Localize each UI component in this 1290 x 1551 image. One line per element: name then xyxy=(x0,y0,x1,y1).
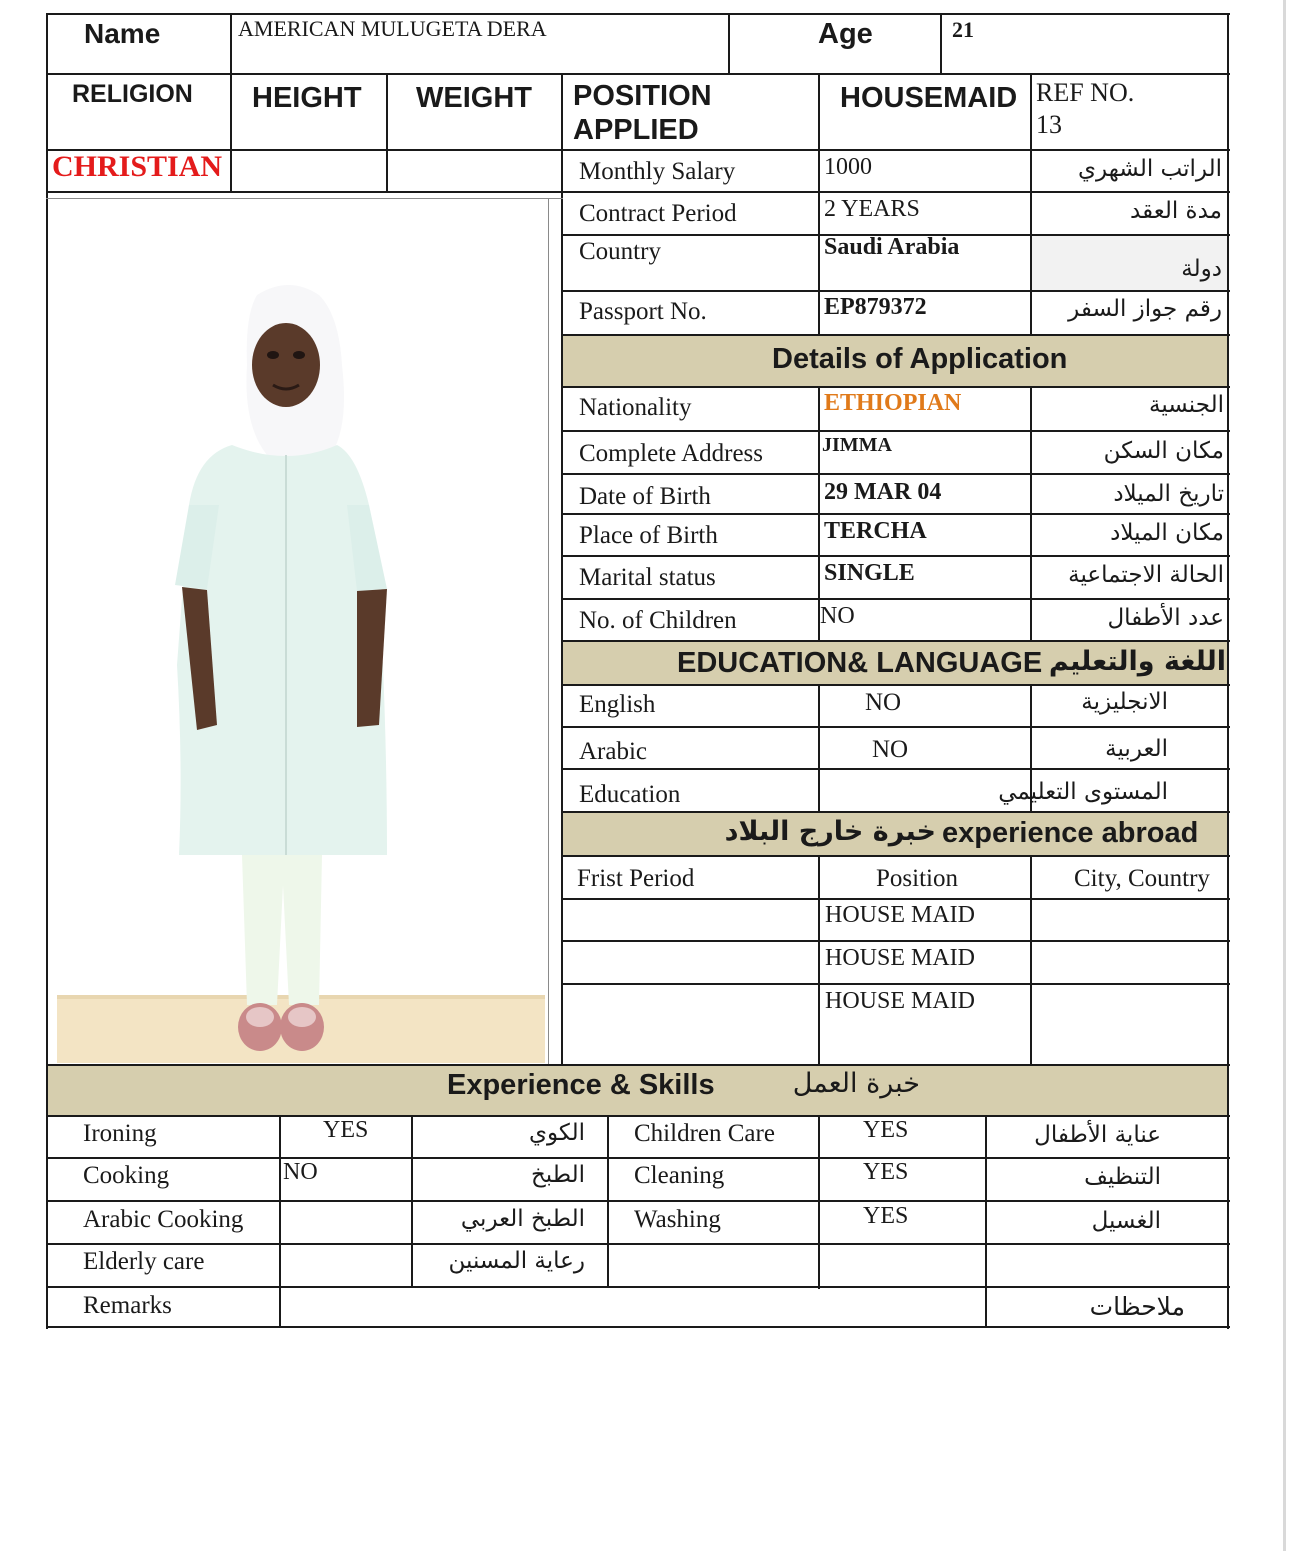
education-title-ar: اللغة والتعليم xyxy=(1048,646,1226,677)
name-label: Name xyxy=(84,18,161,49)
skill-left-label: Elderly care xyxy=(83,1248,205,1275)
abroad-title: experience abroad xyxy=(942,817,1199,849)
skill-left-value: YES xyxy=(323,1117,369,1143)
details-value: TERCHA xyxy=(824,518,927,544)
education-value: NO xyxy=(872,736,909,763)
contract-value: Saudi Arabia xyxy=(824,234,960,260)
details-label: Complete Address xyxy=(579,440,764,467)
contract-arabic: رقم جواز السفر xyxy=(1068,296,1222,322)
contract-label: Passport No. xyxy=(579,298,707,325)
details-label: Place of Birth xyxy=(579,522,718,549)
remarks-ar: ملاحظات xyxy=(1089,1292,1185,1321)
skill-left-arabic: رعاية المسنين xyxy=(448,1248,585,1274)
details-label: No. of Children xyxy=(579,607,737,634)
details-value: NO xyxy=(820,603,855,629)
height-label: HEIGHT xyxy=(252,82,362,114)
abroad-position: HOUSE MAID xyxy=(825,902,975,928)
skill-left-arabic: الطبخ xyxy=(530,1162,585,1188)
education-value: NO xyxy=(865,689,902,716)
skill-left-value: NO xyxy=(283,1159,318,1185)
religion-value: CHRISTIAN xyxy=(52,150,223,183)
age-label: Age xyxy=(818,18,873,50)
abroad-header-position: Position xyxy=(876,865,958,892)
details-value: ETHIOPIAN xyxy=(824,390,962,416)
education-title: EDUCATION& LANGUAGE xyxy=(677,647,1043,679)
details-label: Nationality xyxy=(579,394,692,421)
details-arabic: مكان السكن xyxy=(1103,438,1224,464)
details-arabic: عدد الأطفال xyxy=(1107,605,1224,631)
details-arabic: تاريخ الميلاد xyxy=(1113,481,1224,507)
age-value: 21 xyxy=(952,17,974,42)
contract-arabic: مدة العقد xyxy=(1130,198,1222,224)
skills-title-ar: خبرة العمل xyxy=(792,1068,920,1099)
skill-right-label: Cleaning xyxy=(634,1162,725,1189)
contract-label: Country xyxy=(579,238,661,265)
skills-title: Experience & Skills xyxy=(447,1069,715,1101)
religion-label: RELIGION xyxy=(72,80,193,108)
remarks-label: Remarks xyxy=(83,1292,172,1319)
abroad-position: HOUSE MAID xyxy=(825,945,975,971)
details-value: 29 MAR 04 xyxy=(824,479,942,505)
applicant-photo xyxy=(57,205,545,1063)
skill-right-label: Children Care xyxy=(634,1120,775,1147)
position-label-2: APPLIED xyxy=(573,114,699,146)
skill-right-label: Washing xyxy=(634,1206,721,1233)
abroad-header-period: Frist Period xyxy=(577,865,695,892)
applicant-figure-icon xyxy=(57,205,545,1063)
skill-left-arabic: الطبخ العربي xyxy=(460,1206,585,1232)
contract-value: 1000 xyxy=(824,154,872,180)
skill-right-value: YES xyxy=(863,1159,909,1185)
contract-arabic: دولة xyxy=(1181,256,1222,282)
abroad-header-city: City, Country xyxy=(1074,865,1210,892)
details-label: Marital status xyxy=(579,564,716,591)
details-arabic: الحالة الاجتماعية xyxy=(1068,562,1224,588)
skill-left-label: Arabic Cooking xyxy=(83,1206,244,1233)
skill-right-value: YES xyxy=(863,1203,909,1229)
skill-right-arabic: الغسيل xyxy=(1091,1208,1161,1234)
skill-right-arabic: عناية الأطفال xyxy=(1034,1122,1161,1148)
abroad-title-ar: خبرة خارج البلاد xyxy=(724,816,936,847)
skill-left-label: Cooking xyxy=(83,1162,170,1189)
details-arabic: مكان الميلاد xyxy=(1110,520,1224,546)
contract-value: EP879372 xyxy=(824,294,927,320)
contract-label: Contract Period xyxy=(579,200,737,227)
contract-label: Monthly Salary xyxy=(579,158,736,185)
education-arabic: العربية xyxy=(1105,736,1168,762)
page-edge xyxy=(1283,0,1286,1551)
contract-value: 2 YEARS xyxy=(824,196,920,222)
details-label: Date of Birth xyxy=(579,483,711,510)
abroad-position: HOUSE MAID xyxy=(825,988,975,1014)
skill-right-value: YES xyxy=(863,1117,909,1143)
skill-left-label: Ironing xyxy=(83,1120,157,1147)
details-title: Details of Application xyxy=(772,343,1068,375)
position-label-1: POSITION xyxy=(573,80,712,112)
education-label: Arabic xyxy=(579,738,648,765)
ref-value: 13 xyxy=(1036,110,1062,139)
ref-label: REF NO. xyxy=(1036,78,1135,107)
skill-left-arabic: الكوي xyxy=(529,1120,585,1146)
education-arabic: المستوى التعليمي xyxy=(998,779,1168,805)
details-arabic: الجنسية xyxy=(1149,392,1224,418)
weight-label: WEIGHT xyxy=(416,82,532,114)
position-value: HOUSEMAID xyxy=(840,82,1018,114)
education-arabic: الانجليزية xyxy=(1081,689,1168,715)
details-value: SINGLE xyxy=(824,560,915,586)
education-label: English xyxy=(579,691,656,718)
skill-right-arabic: التنظيف xyxy=(1084,1164,1161,1190)
details-value: JIMMA xyxy=(822,434,892,456)
education-label: Education xyxy=(579,781,681,808)
contract-arabic: الراتب الشهري xyxy=(1078,156,1222,182)
name-value: AMERICAN MULUGETA DERA xyxy=(238,16,547,41)
